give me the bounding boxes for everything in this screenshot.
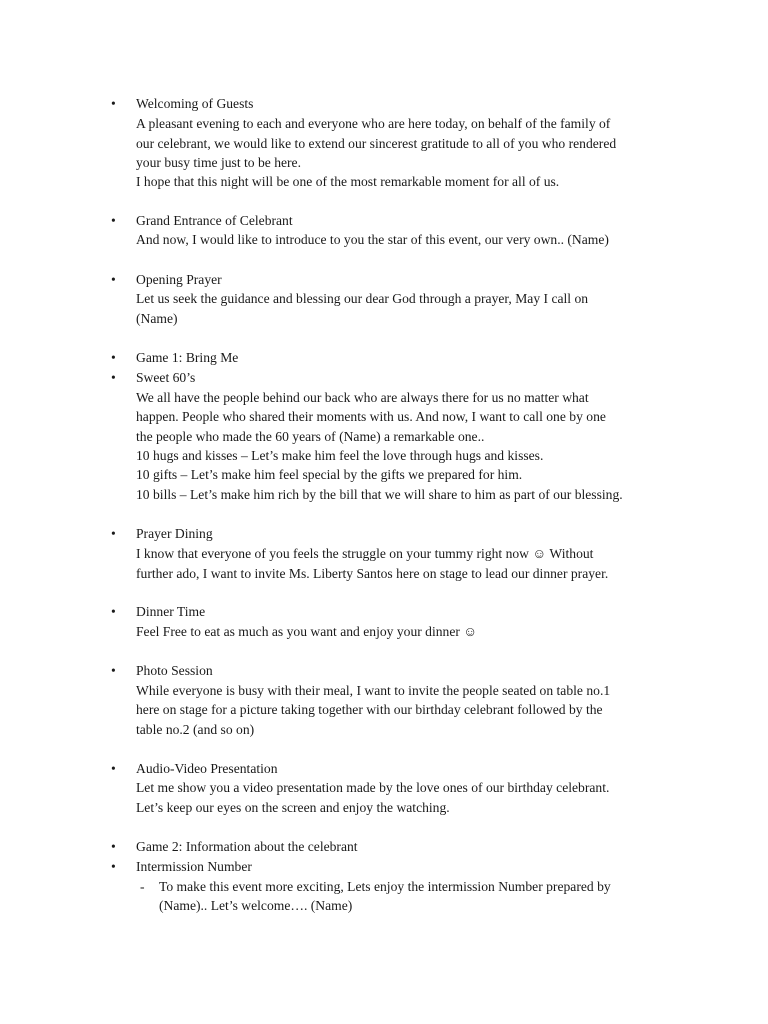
- item-heading: Grand Entrance of Celebrant: [136, 213, 293, 228]
- bullet-icon: •: [111, 859, 116, 874]
- bullet-icon: •: [111, 272, 116, 287]
- item-line: further ado, I want to invite Ms. Liberty Santos here on stage to lead our dinner prayer.: [136, 566, 609, 581]
- bullet-icon: •: [111, 96, 116, 111]
- item-heading: Dinner Time: [136, 604, 206, 619]
- bullet-icon: •: [111, 663, 116, 678]
- item-line: A pleasant evening to each and everyone who are here today, on behalf of the family of: [136, 116, 611, 131]
- item-line: 10 hugs and kisses – Let’s make him feel the love through hugs and kisses.: [136, 448, 544, 463]
- bullet-icon: •: [111, 213, 116, 228]
- item-line: I know that everyone of you feels the struggle on your tummy right now ☺ Without: [136, 546, 594, 561]
- bullet-icon: •: [111, 526, 116, 541]
- item-line: table no.2 (and so on): [136, 722, 255, 737]
- item-line: your busy time just to be here.: [136, 155, 301, 170]
- item-heading: Game 1: Bring Me: [136, 350, 239, 365]
- sub-item-line: To make this event more exciting, Lets enjoy the intermission Number prepared by: [159, 879, 611, 894]
- bullet-icon: •: [111, 370, 116, 385]
- dash-icon: -: [140, 879, 145, 894]
- item-line: here on stage for a picture taking together with our birthday celebrant followed by the: [136, 702, 603, 717]
- item-line: the people who made the 60 years of (Name) a remarkable one..: [136, 429, 485, 444]
- bullet-icon: •: [111, 761, 116, 776]
- bullet-icon: •: [111, 604, 116, 619]
- item-line: And now, I would like to introduce to you the star of this event, our very own.. (Name): [136, 232, 609, 247]
- bullet-icon: •: [111, 350, 116, 365]
- item-line: Let’s keep our eyes on the screen and enjoy the watching.: [136, 800, 450, 815]
- sub-item-line: (Name).. Let’s welcome…. (Name): [159, 898, 353, 913]
- item-heading: Audio-Video Presentation: [136, 761, 278, 776]
- item-line: While everyone is busy with their meal, I want to invite the people seated on table no.1: [136, 683, 611, 698]
- item-line: 10 bills – Let’s make him rich by the bill that we will share to him as part of our blessing.: [136, 487, 623, 502]
- item-line: Let us seek the guidance and blessing our dear God through a prayer, May I call on: [136, 291, 589, 306]
- item-heading: Opening Prayer: [136, 272, 222, 287]
- item-line: Let me show you a video presentation made by the love ones of our birthday celebrant.: [136, 780, 610, 795]
- item-line: I hope that this night will be one of the most remarkable moment for all of us.: [136, 174, 560, 189]
- item-line: 10 gifts – Let’s make him feel special by the gifts we prepared for him.: [136, 467, 523, 482]
- item-line: Feel Free to eat as much as you want and enjoy your dinner ☺: [136, 624, 478, 639]
- item-line: We all have the people behind our back who are always there for us no matter what: [136, 390, 589, 405]
- item-heading: Photo Session: [136, 663, 213, 678]
- item-line: happen. People who shared their moments with us. And now, I want to call one by one: [136, 409, 606, 424]
- item-heading: Intermission Number: [136, 859, 252, 874]
- item-heading: Welcoming of Guests: [136, 96, 254, 111]
- item-line: our celebrant, we would like to extend our sincerest gratitude to all of you who rendered: [136, 136, 617, 151]
- item-line: (Name): [136, 311, 178, 326]
- item-heading: Prayer Dining: [136, 526, 213, 541]
- bullet-icon: •: [111, 839, 116, 854]
- item-heading: Game 2: Information about the celebrant: [136, 839, 358, 854]
- item-heading: Sweet 60’s: [136, 370, 196, 385]
